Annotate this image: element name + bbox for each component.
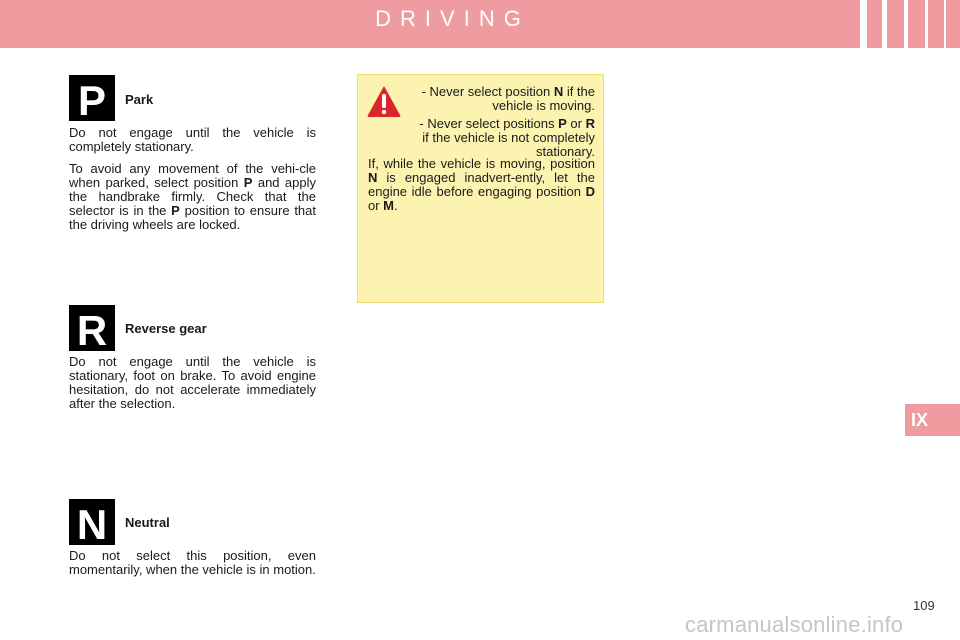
header-stripe [904,0,908,48]
park-paragraph-2: To avoid any movement of the vehi-cle when parked, select position P and apply the handbrake firmly. Check that the selector is in the P position to ensure that the driving wheels are locked. [69,161,317,232]
neutral-text [69,549,316,585]
warning-paragraph: If, while the vehicle is moving, position N is engaged inadvert-ently, let the engine idle before engaging position D or M. [368,156,595,213]
neutral-paragraph-1: Do not select this position, even momentarily, when the vehicle is in motion. [69,548,316,577]
page-title: DRIVING [375,6,530,31]
reverse-r-icon [69,305,115,351]
warning-item-1: - Never select position N if the vehicle is moving. [421,84,595,113]
header-stripe [925,0,928,48]
page-header [0,0,960,48]
svg-text:R: R [76,307,108,351]
svg-text:N: N [76,501,108,545]
neutral-n-icon [69,499,115,545]
warning-box [357,74,604,303]
header-stripe [860,0,867,48]
reverse-text [69,355,316,419]
park-paragraph-1: Do not engage until the vehicle is completely stationary. [69,125,316,154]
neutral-title: Neutral [125,515,170,530]
warning-triangle-icon [366,84,402,118]
watermark: carmanualsonline.info [685,612,904,637]
warning-list [418,85,595,163]
chapter-tab[interactable]: IX [905,404,960,436]
header-stripe [882,0,887,48]
park-title: Park [125,92,154,107]
reverse-title: Reverse gear [125,321,207,336]
header-stripe [944,0,946,48]
svg-text:P: P [77,77,107,121]
page-number: 109 [913,598,935,613]
park-p-icon [69,75,115,121]
warning-item-2: - Never select positions P or R if the vehicle is not completely stationary. [419,116,595,159]
park-text [69,126,316,240]
reverse-paragraph-1: Do not engage until the vehicle is stationary, foot on brake. To avoid engine hesitation, do not accelerate immediately after the selection. [69,354,316,411]
